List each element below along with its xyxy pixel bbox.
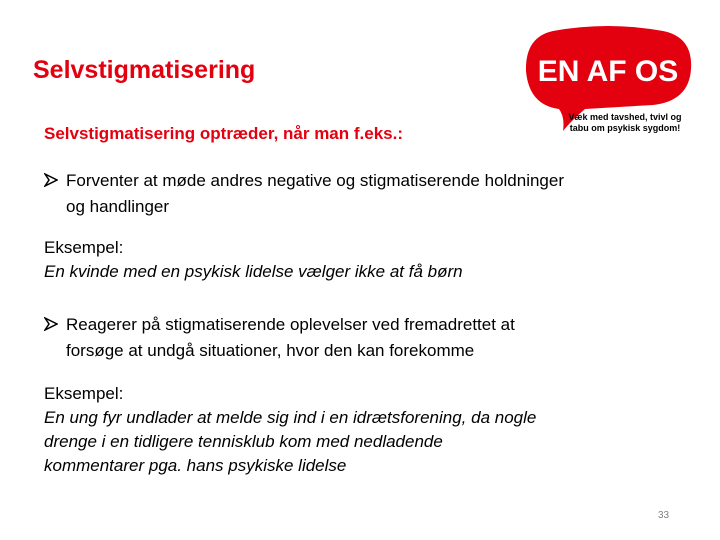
bullet-2-line-2: forsøge at undgå situationer, hvor den kan forekomme (66, 341, 475, 360)
bullet-1-line-2: og handlinger (66, 197, 170, 216)
slide-subtitle: Selvstigmatisering optræder, når man f.eks.: (44, 124, 404, 143)
bullet-2-line-1: Reagerer på stigmatiserende oplevelser ved fremadrettet at (66, 315, 515, 334)
example-1-heading: Eksempel: (44, 238, 124, 257)
bullet-1-line-1: Forventer at møde andres negative og stigmatiserende holdninger (66, 171, 565, 190)
slide-title: Selvstigmatisering (33, 56, 256, 84)
logo-text: EN AF OS (537, 55, 679, 88)
bullet-item-2 (44, 312, 684, 364)
example-1-line-1: En kvinde med en psykisk lidelse vælger ikke at få børn (44, 262, 463, 281)
example-2-line-2: drenge i en tidligere tennisklub kom med nedladende (44, 432, 443, 451)
arrow-bullet-icon (44, 312, 66, 338)
example-1 (44, 236, 684, 284)
page-number: 33 (658, 510, 670, 521)
example-2 (44, 382, 684, 478)
logo-tagline (550, 112, 700, 134)
tagline-line-1: Væk med tavshed, tvivl og (568, 112, 682, 122)
arrow-bullet-icon (44, 168, 66, 194)
example-2-heading: Eksempel: (44, 384, 124, 403)
example-2-line-1: En ung fyr undlader at melde sig ind i en idrætsforening, da nogle (44, 408, 537, 427)
tagline-line-2: tabu om psykisk sygdom! (569, 123, 681, 133)
example-2-line-3: kommentarer pga. hans psykiske lidelse (44, 456, 347, 475)
bullet-item-1 (44, 168, 684, 220)
